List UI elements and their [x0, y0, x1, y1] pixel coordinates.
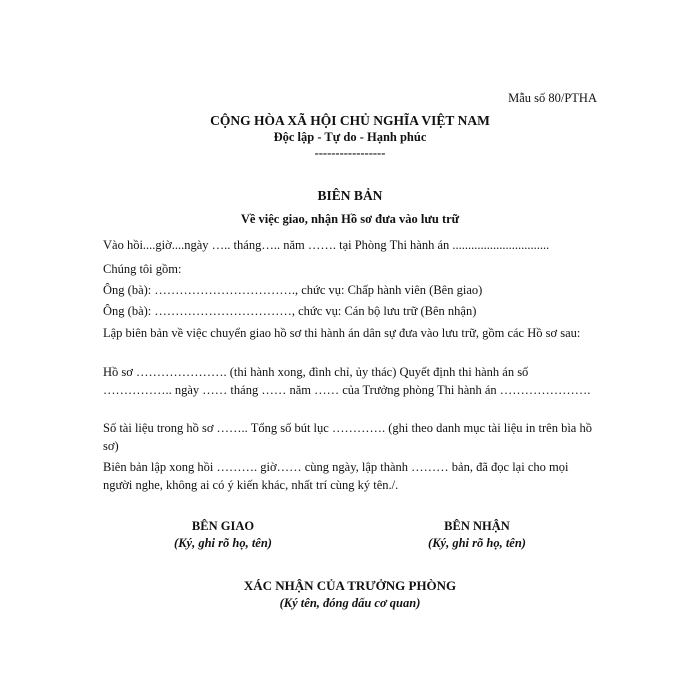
- closing-paragraph: Biên bản lập xong hồi ………. giờ…… cùng ngày, lập thành ……… bản, đã đọc lại cho mọi người nghe, không ai có ý kiến khác, nhất trí cùng ký tên./.: [103, 460, 569, 492]
- national-motto: Độc lập - Tự do - Hạnh phúc: [273, 130, 427, 144]
- separator-line: -----------------: [314, 146, 386, 160]
- giver-line: Ông (bà): ……………………………., chức vụ: Chấp hành viên (Bên giao): [103, 283, 483, 297]
- document-title: BIÊN BẢN: [317, 188, 383, 203]
- time-place-line: Vào hồi....giờ....ngày ….. tháng….. năm ……. tại Phòng Thi hành án ...............................: [103, 238, 550, 252]
- giver-signature-note: (Ký, ghi rõ họ, tên): [174, 536, 272, 550]
- document-count-paragraph: Số tài liệu trong hồ sơ …….. Tổng số bút lục …………. (ghi theo danh mục tài liệu in trên bìa hồ sơ): [103, 421, 592, 453]
- intro-paragraph: Lập biên bản về việc chuyển giao hồ sơ thi hành án dân sự đưa vào lưu trữ, gồm các Hồ sơ sau:: [103, 326, 581, 340]
- form-number: Mẫu số 80/PTHA: [508, 91, 597, 105]
- giver-signature-label: BÊN GIAO: [191, 519, 255, 533]
- document-subtitle: Về việc giao, nhận Hồ sơ đưa vào lưu trữ: [240, 212, 460, 226]
- receiver-signature-block: [377, 519, 577, 551]
- giver-signature-block: [123, 519, 323, 551]
- national-title: CỘNG HÒA XÃ HỘI CHỦ NGHĨA VIỆT NAM: [210, 113, 490, 128]
- participants-heading: Chúng tôi gồm:: [103, 262, 182, 276]
- receiver-signature-note: (Ký, ghi rõ họ, tên): [428, 536, 526, 550]
- receiver-line: Ông (bà): ……………………………, chức vụ: Cán bộ lưu trữ (Bên nhận): [103, 304, 477, 318]
- receiver-signature-label: BÊN NHẬN: [444, 519, 510, 533]
- head-confirmation-label: XÁC NHẬN CỦA TRƯỞNG PHÒNG: [243, 578, 457, 593]
- case-file-paragraph: Hồ sơ …………………. (thi hành xong, đình chỉ, ủy thác) Quyết định thi hành án số …………….. ngày …… tháng …… năm …… của Trưởng phòng Thi hành án ………………….: [103, 365, 591, 397]
- head-confirmation-note: (Ký tên, đóng dấu cơ quan): [279, 596, 421, 610]
